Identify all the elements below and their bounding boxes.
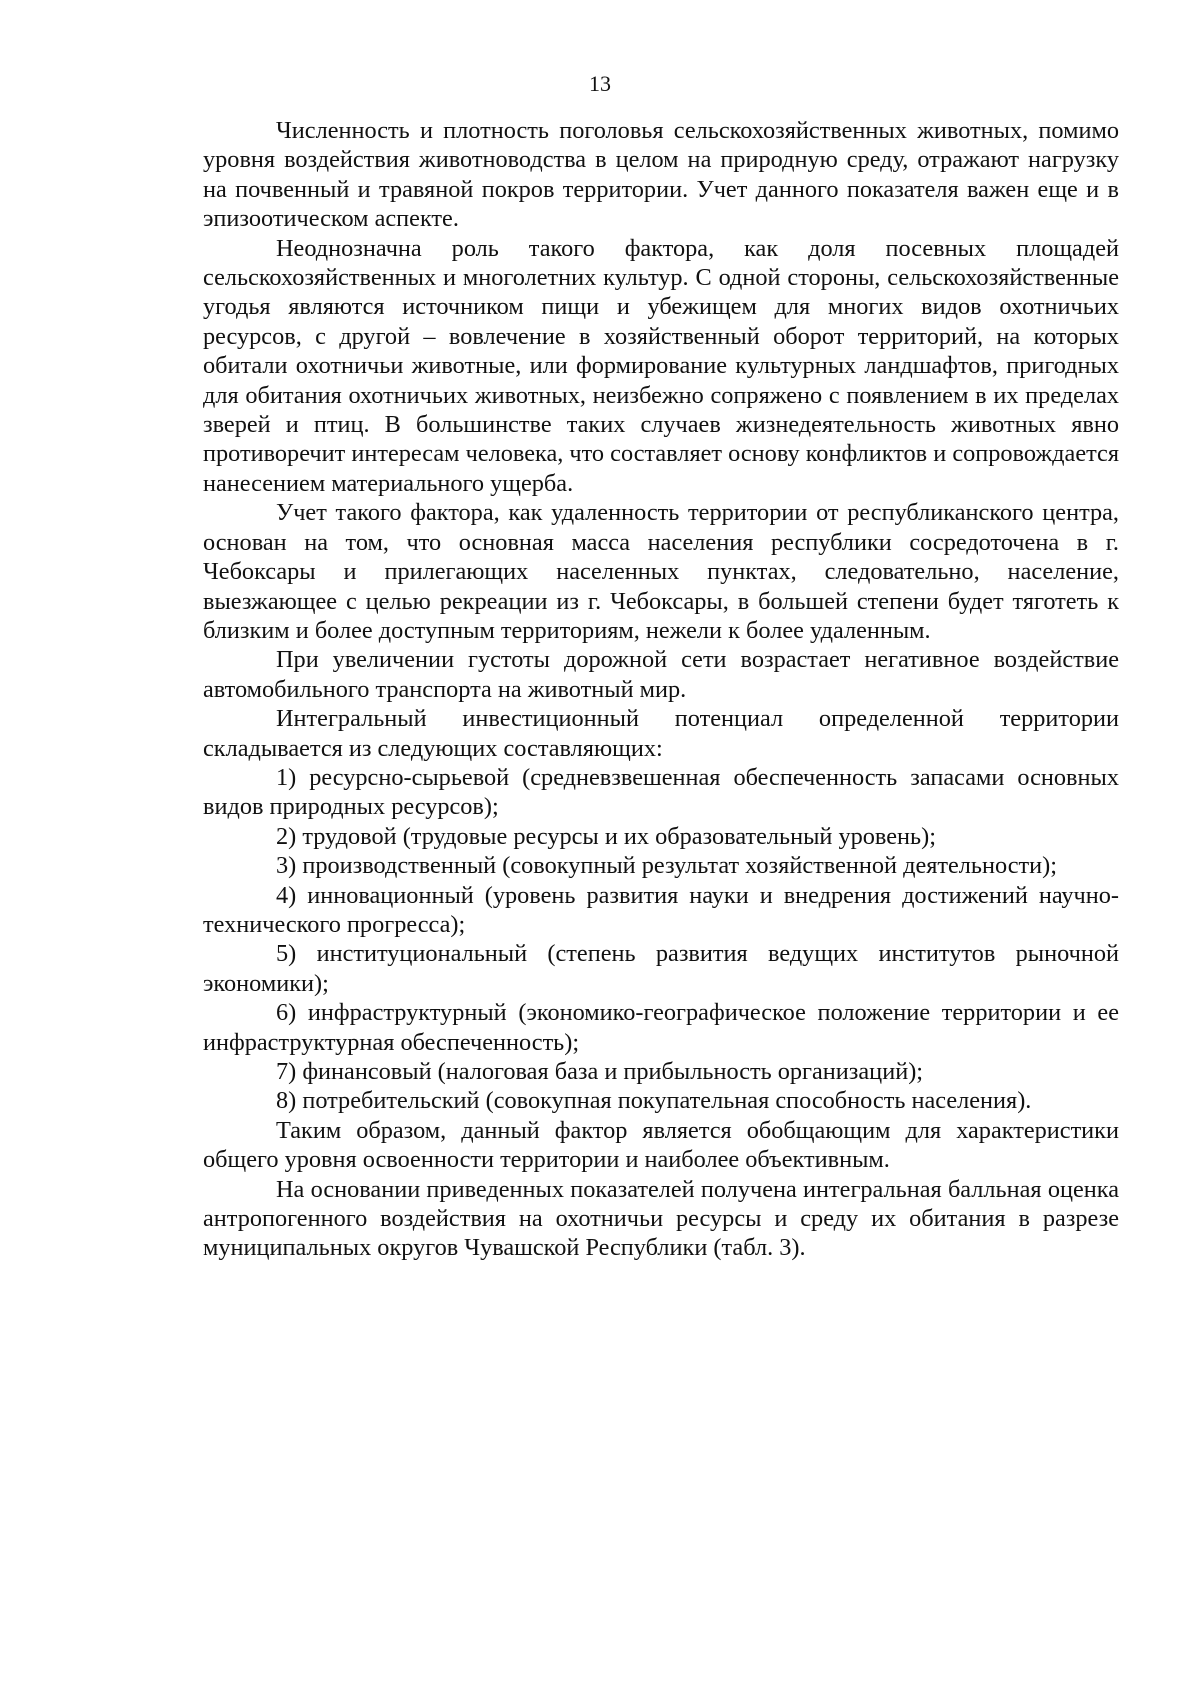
list-item-resource: 1) ресурсно-сырьевой (средневзвешенная обеспеченность запасами основных видов природных ресурсов); bbox=[203, 763, 1119, 821]
list-item-institutional: 5) институциональный (степень развития ведущих институтов рыночной экономики); bbox=[203, 940, 1119, 997]
paragraph-investment-intro: Интегральный инвестиционный потенциал определенной территории складывается из следующих составляющих: bbox=[203, 705, 1119, 762]
list-item-financial: 7) финансовый (налоговая база и прибыльность организаций); bbox=[276, 1058, 924, 1085]
paragraph-crop-area: Неоднозначна роль такого фактора, как доля посевных площадей сельскохозяйственных и многолетних культур. С одной стороны, сельскохозяйственные угодья являются источником пищи и убежищем для многих видов охотничьих ресурсов, с другой – вовлечение в хозяйственный оборот территорий, на которых обитали охотничьи животные, или формирование культурных ландшафтов, пригодных для обитания охотничьих животных, неизбежно сопряжено с появлением в их пределах зверей и птиц. В большинстве таких случаев жизнедеятельность животных явно противоречит интересам человека, что составляет основу конфликтов и сопровождается нанесением материального ущерба. bbox=[203, 234, 1119, 497]
page-number: 13 bbox=[589, 71, 611, 96]
paragraph-integral-score: На основании приведенных показателей получена интегральная балльная оценка антропогенного воздействия на охотничьи ресурсы и среду их обитания в разрезе муниципальных округов Чувашской Республики (табл. 3). bbox=[203, 1175, 1119, 1262]
list-item-innovation: 4) инновационный (уровень развития науки и внедрения достижений научно-технического прогресса); bbox=[203, 881, 1119, 938]
paragraph-conclusion: Таким образом, данный фактор является обобщающим для характеристики общего уровня освоенности территории и наиболее объективным. bbox=[203, 1116, 1119, 1174]
list-item-consumer: 8) потребительский (совокупная покупательная способность населения). bbox=[276, 1087, 1032, 1115]
paragraph-livestock: Численность и плотность поголовья сельскохозяйственных животных, помимо уровня воздействия животноводства в целом на природную среду, отражают нагрузку на почвенный и травяной покров территории. Учет данного показателя важен еще и в эпизоотическом аспекте. bbox=[203, 117, 1119, 233]
list-item-labor: 2) трудовой (трудовые ресурсы и их образовательный уровень); bbox=[276, 822, 936, 850]
list-item-infrastructure: 6) инфраструктурный (экономико-географическое положение территории и ее инфраструктурная обеспеченность); bbox=[203, 999, 1119, 1056]
list-item-production: 3) производственный (совокупный результат хозяйственной деятельности); bbox=[276, 852, 1058, 880]
paragraph-road-density: При увеличении густоты дорожной сети возрастает негативное воздействие автомобильного транспорта на животный мир. bbox=[203, 646, 1119, 703]
body-text bbox=[203, 116, 1119, 1263]
paragraph-distance: Учет такого фактора, как удаленность территории от республиканского центра, основан на том, что основная масса населения республики сосредоточена в г. Чебоксары и прилегающих населенных пунктах, следовательно, население, выезжающее с целью рекреации из г. Чебоксары, в большей степени будет тяготеть к близким и более доступным территориям, нежели к более удаленным. bbox=[203, 499, 1119, 644]
